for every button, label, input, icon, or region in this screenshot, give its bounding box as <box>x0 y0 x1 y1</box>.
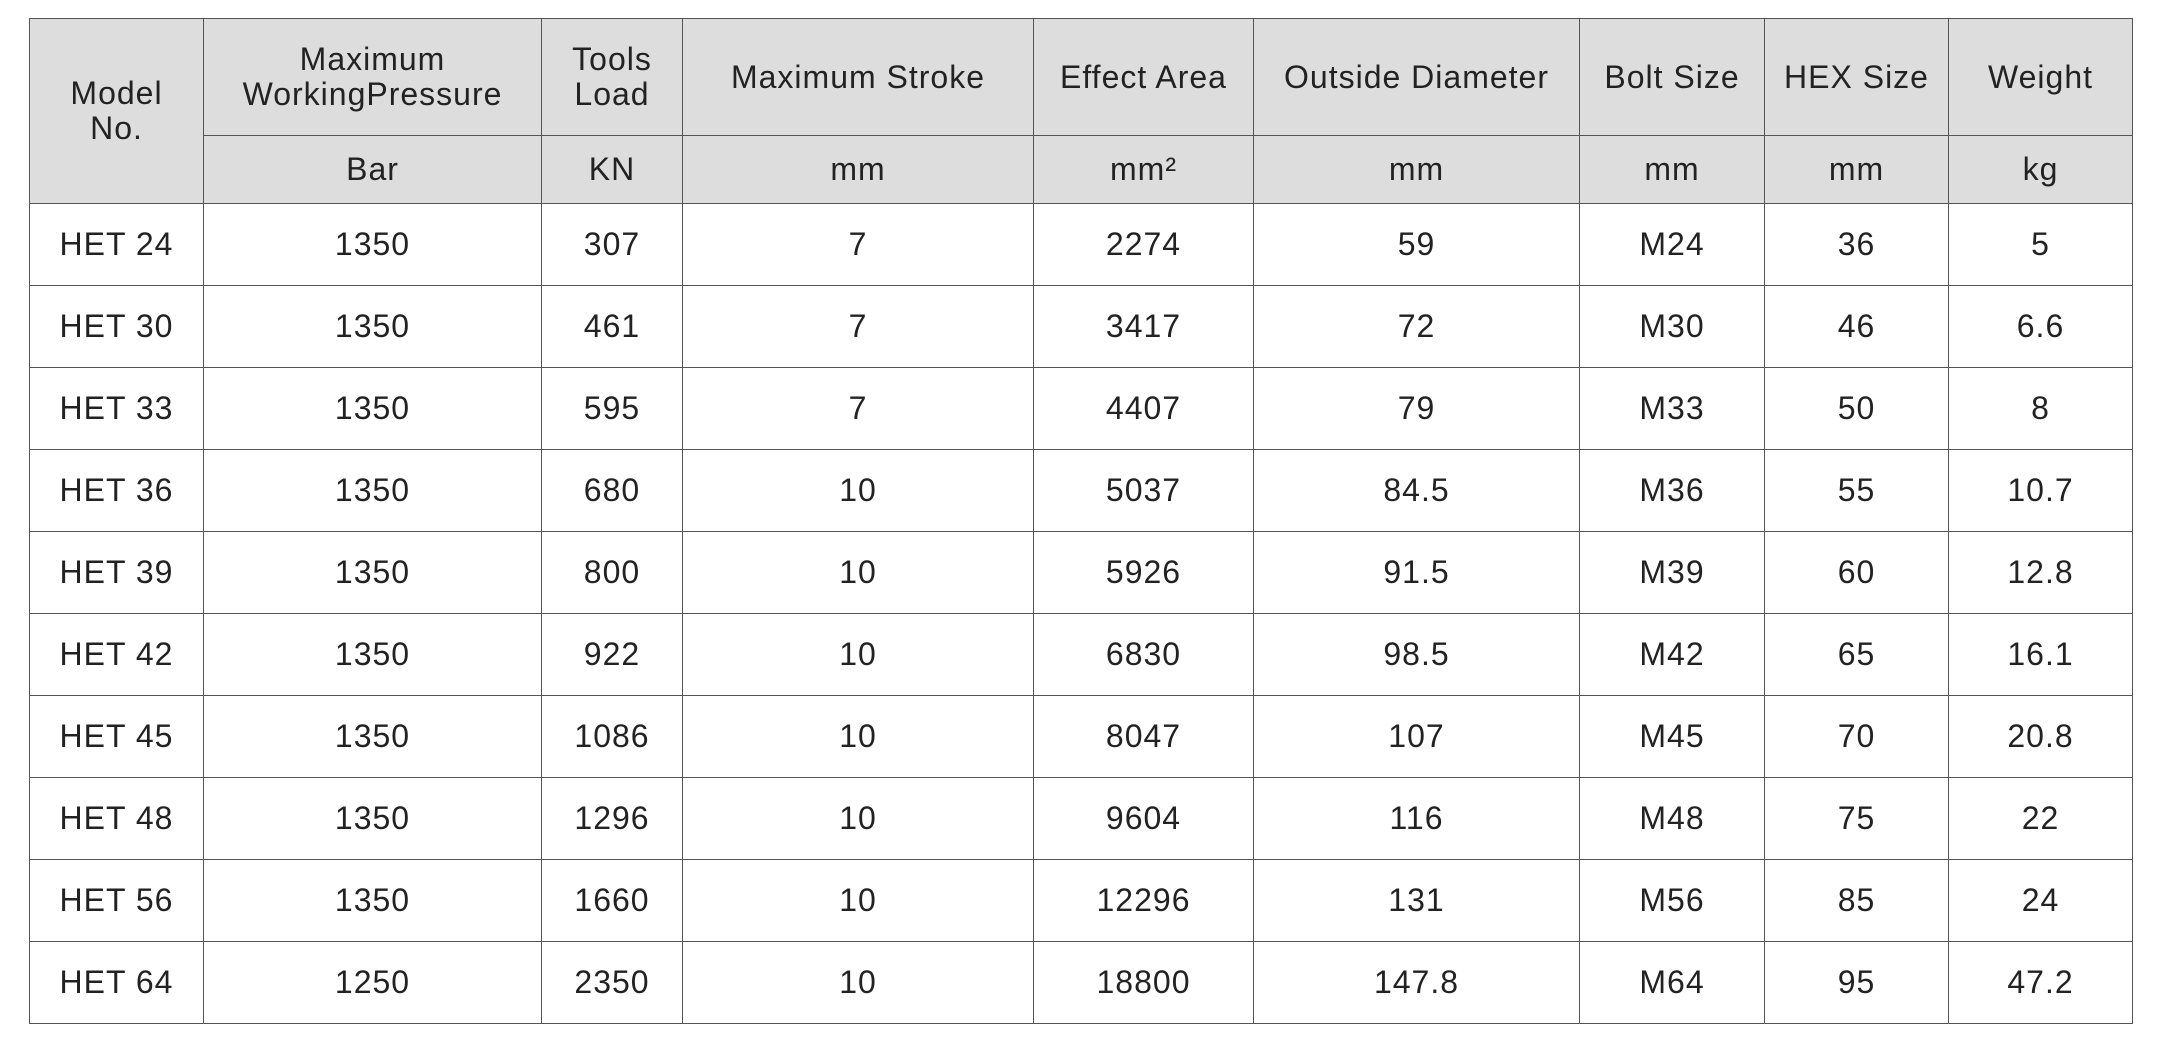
cell-weight: 16.1 <box>1949 614 2133 696</box>
header-model-no: Model No. <box>30 19 204 204</box>
table-row <box>30 942 2133 1024</box>
cell-tools-load: 922 <box>542 614 683 696</box>
cell-effect-area: 6830 <box>1034 614 1254 696</box>
cell-effect-area: 5926 <box>1034 532 1254 614</box>
cell-bolt-size: M33 <box>1580 368 1765 450</box>
cell-bolt-size: M45 <box>1580 696 1765 778</box>
unit-kn: KN <box>542 136 683 204</box>
cell-weight: 20.8 <box>1949 696 2133 778</box>
cell-pressure: 1350 <box>204 696 542 778</box>
table-row <box>30 368 2133 450</box>
cell-model-no: HET 30 <box>30 286 204 368</box>
cell-model-no: HET 48 <box>30 778 204 860</box>
cell-weight: 10.7 <box>1949 450 2133 532</box>
unit-bar: Bar <box>204 136 542 204</box>
cell-effect-area: 12296 <box>1034 860 1254 942</box>
cell-pressure: 1350 <box>204 532 542 614</box>
cell-tools-load: 307 <box>542 204 683 286</box>
cell-outside-diameter: 84.5 <box>1254 450 1580 532</box>
cell-outside-diameter: 131 <box>1254 860 1580 942</box>
cell-stroke: 7 <box>683 368 1034 450</box>
cell-outside-diameter: 59 <box>1254 204 1580 286</box>
cell-hex-size: 85 <box>1765 860 1949 942</box>
header-max-stroke: Maximum Stroke <box>683 19 1034 136</box>
cell-weight: 47.2 <box>1949 942 2133 1024</box>
cell-hex-size: 75 <box>1765 778 1949 860</box>
cell-hex-size: 60 <box>1765 532 1949 614</box>
table-row <box>30 696 2133 778</box>
unit-hex-mm: mm <box>1765 136 1949 204</box>
cell-effect-area: 2274 <box>1034 204 1254 286</box>
cell-outside-diameter: 147.8 <box>1254 942 1580 1024</box>
cell-weight: 8 <box>1949 368 2133 450</box>
table-header <box>30 19 2133 204</box>
cell-pressure: 1350 <box>204 860 542 942</box>
cell-weight: 6.6 <box>1949 286 2133 368</box>
cell-pressure: 1350 <box>204 368 542 450</box>
header-weight: Weight <box>1949 19 2133 136</box>
cell-pressure: 1350 <box>204 204 542 286</box>
cell-pressure: 1350 <box>204 450 542 532</box>
cell-tools-load: 1086 <box>542 696 683 778</box>
cell-model-no: HET 39 <box>30 532 204 614</box>
header-effect-area: Effect Area <box>1034 19 1254 136</box>
cell-hex-size: 95 <box>1765 942 1949 1024</box>
header-max-working-pressure: Maximum WorkingPressure <box>204 19 542 136</box>
cell-hex-size: 70 <box>1765 696 1949 778</box>
unit-area-mm2: mm² <box>1034 136 1254 204</box>
cell-weight: 22 <box>1949 778 2133 860</box>
cell-effect-area: 4407 <box>1034 368 1254 450</box>
cell-outside-diameter: 116 <box>1254 778 1580 860</box>
cell-model-no: HET 33 <box>30 368 204 450</box>
cell-effect-area: 3417 <box>1034 286 1254 368</box>
cell-hex-size: 46 <box>1765 286 1949 368</box>
cell-outside-diameter: 98.5 <box>1254 614 1580 696</box>
spec-table <box>29 18 2133 1024</box>
unit-diameter-mm: mm <box>1254 136 1580 204</box>
table-row <box>30 778 2133 860</box>
cell-tools-load: 2350 <box>542 942 683 1024</box>
header-outside-diameter: Outside Diameter <box>1254 19 1580 136</box>
cell-stroke: 7 <box>683 204 1034 286</box>
cell-hex-size: 55 <box>1765 450 1949 532</box>
cell-effect-area: 9604 <box>1034 778 1254 860</box>
cell-stroke: 10 <box>683 942 1034 1024</box>
cell-tools-load: 595 <box>542 368 683 450</box>
cell-outside-diameter: 107 <box>1254 696 1580 778</box>
cell-pressure: 1250 <box>204 942 542 1024</box>
cell-effect-area: 18800 <box>1034 942 1254 1024</box>
cell-outside-diameter: 72 <box>1254 286 1580 368</box>
unit-bolt-mm: mm <box>1580 136 1765 204</box>
cell-weight: 12.8 <box>1949 532 2133 614</box>
cell-tools-load: 461 <box>542 286 683 368</box>
cell-stroke: 10 <box>683 532 1034 614</box>
cell-stroke: 10 <box>683 696 1034 778</box>
cell-tools-load: 680 <box>542 450 683 532</box>
cell-tools-load: 800 <box>542 532 683 614</box>
table-row <box>30 860 2133 942</box>
cell-bolt-size: M39 <box>1580 532 1765 614</box>
cell-bolt-size: M30 <box>1580 286 1765 368</box>
cell-bolt-size: M42 <box>1580 614 1765 696</box>
cell-model-no: HET 42 <box>30 614 204 696</box>
cell-pressure: 1350 <box>204 614 542 696</box>
cell-bolt-size: M24 <box>1580 204 1765 286</box>
cell-stroke: 10 <box>683 450 1034 532</box>
table-row <box>30 204 2133 286</box>
cell-pressure: 1350 <box>204 286 542 368</box>
cell-weight: 24 <box>1949 860 2133 942</box>
table-body <box>30 204 2133 1024</box>
cell-weight: 5 <box>1949 204 2133 286</box>
cell-model-no: HET 24 <box>30 204 204 286</box>
cell-tools-load: 1296 <box>542 778 683 860</box>
cell-stroke: 10 <box>683 614 1034 696</box>
unit-stroke-mm: mm <box>683 136 1034 204</box>
header-row <box>30 19 2133 136</box>
cell-hex-size: 65 <box>1765 614 1949 696</box>
header-hex-size: HEX Size <box>1765 19 1949 136</box>
cell-model-no: HET 36 <box>30 450 204 532</box>
table-row <box>30 614 2133 696</box>
cell-hex-size: 36 <box>1765 204 1949 286</box>
cell-stroke: 7 <box>683 286 1034 368</box>
unit-weight-kg: kg <box>1949 136 2133 204</box>
cell-pressure: 1350 <box>204 778 542 860</box>
cell-bolt-size: M64 <box>1580 942 1765 1024</box>
cell-model-no: HET 64 <box>30 942 204 1024</box>
header-bolt-size: Bolt Size <box>1580 19 1765 136</box>
table-row <box>30 450 2133 532</box>
table-row <box>30 286 2133 368</box>
cell-stroke: 10 <box>683 860 1034 942</box>
cell-model-no: HET 56 <box>30 860 204 942</box>
cell-bolt-size: M36 <box>1580 450 1765 532</box>
cell-tools-load: 1660 <box>542 860 683 942</box>
units-row <box>30 136 2133 204</box>
cell-outside-diameter: 91.5 <box>1254 532 1580 614</box>
cell-hex-size: 50 <box>1765 368 1949 450</box>
cell-bolt-size: M56 <box>1580 860 1765 942</box>
cell-model-no: HET 45 <box>30 696 204 778</box>
table-row <box>30 532 2133 614</box>
cell-bolt-size: M48 <box>1580 778 1765 860</box>
cell-stroke: 10 <box>683 778 1034 860</box>
cell-effect-area: 5037 <box>1034 450 1254 532</box>
header-tools-load: Tools Load <box>542 19 683 136</box>
cell-outside-diameter: 79 <box>1254 368 1580 450</box>
cell-effect-area: 8047 <box>1034 696 1254 778</box>
